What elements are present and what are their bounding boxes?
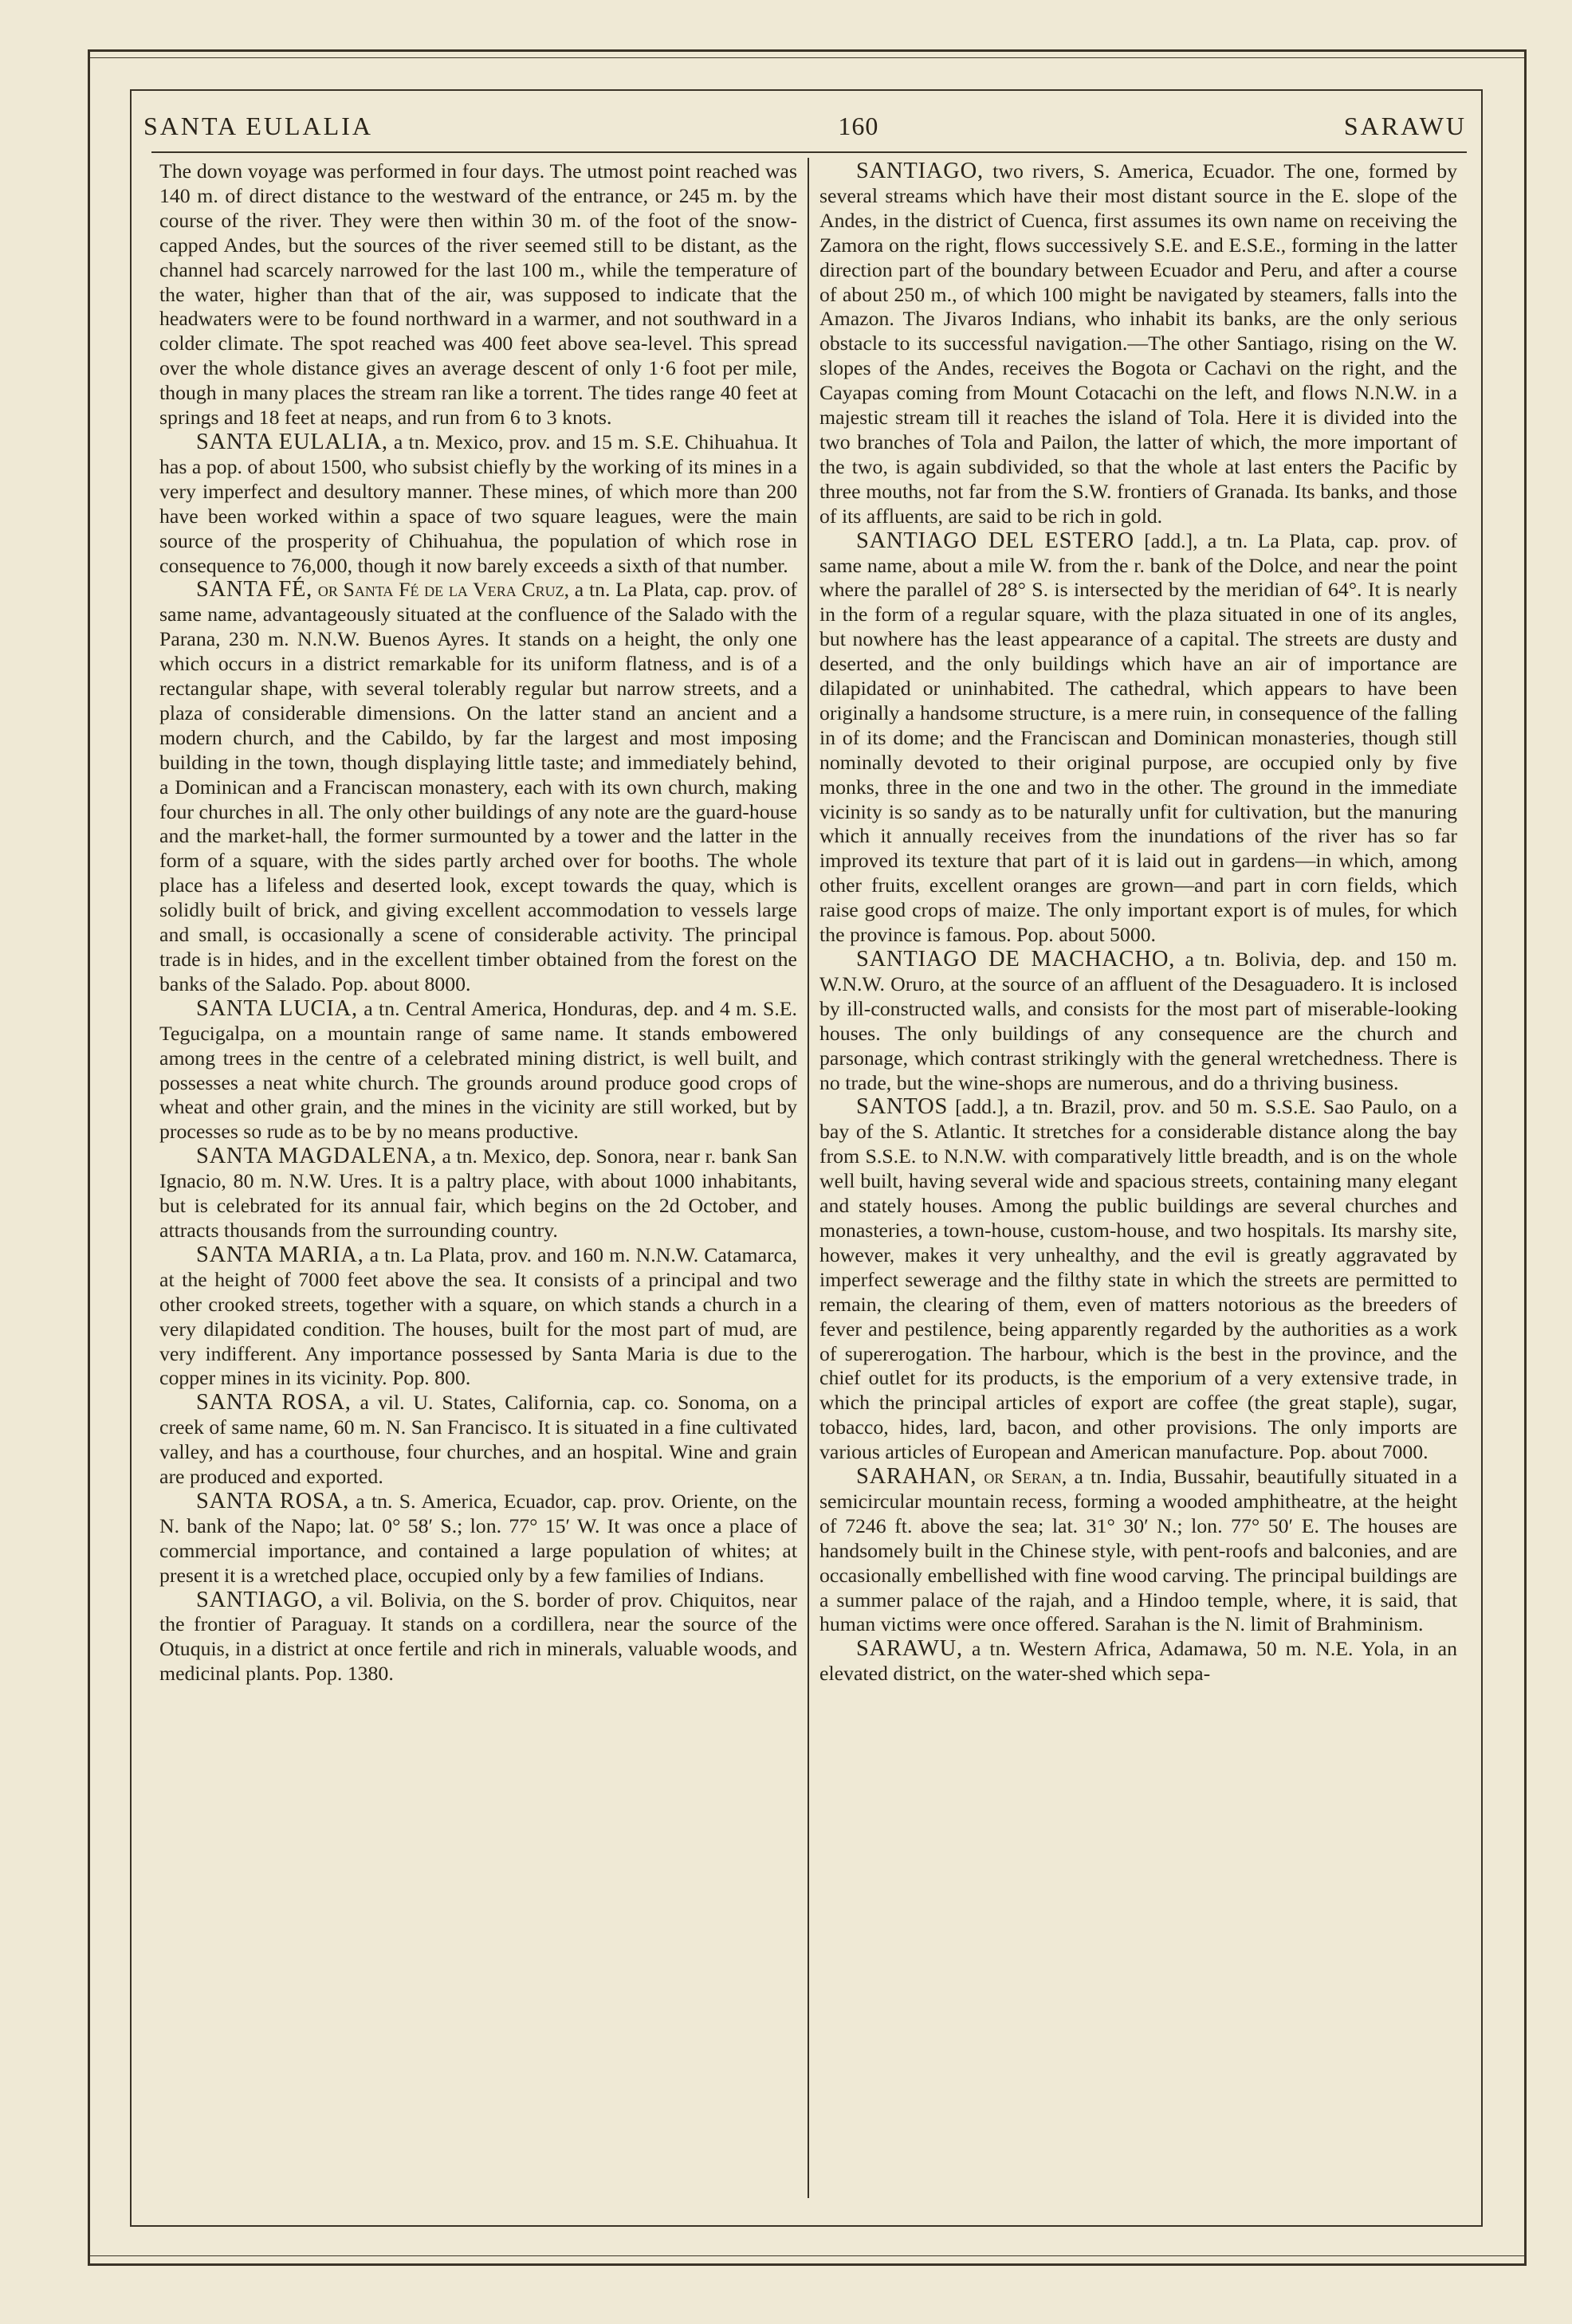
entry-text: a tn. La Plata, prov. and 160 m. N.N.W. Catamarca, at the height of 7000 feet above the sea. It consists of a principal and two other crooked streets, together with a square, on which stands a church in a very dilapidated condition. The houses, built for the most part of mud, are very indifferent. Any importance possessed by Santa Maria is due to the copper mines in its vicinity. Pop. 800. (159, 1242, 797, 1390)
gazetteer-entry (819, 159, 1457, 529)
running-header (143, 112, 1467, 147)
entry-headword: SANTIAGO DE MACHACHO, (856, 947, 1176, 972)
column-divider (808, 158, 809, 2198)
entry-text: a tn. Mexico, dep. Sonora, near r. bank San Ignacio, 80 m. N.W. Ures. It is a paltry place, with about 1000 inhabitants, but is celebrated for its annual fair, which begins on the 2d October, and attracts thousands from the surrounding country. (159, 1144, 797, 1242)
left-column (159, 159, 797, 1686)
header-right-title: SARAWU (1343, 112, 1467, 140)
inner-border-left (130, 89, 132, 2227)
entry-alt-name: or Santa Fé de la Vera Cruz, (312, 578, 570, 602)
entry-text: a tn. Central America, Honduras, dep. and 4 m. S.E. Tegucigalpa, on a mountain range of same name. It stands embowered among trees in the centre of a celebrated mining district, is well built, and possesses a neat white church. The grounds around produce good crops of wheat and other grain, and the mines in the vicinity are still worked, but by processes so rude as to be by no means productive. (159, 996, 798, 1144)
gazetteer-entry (159, 1391, 797, 1490)
entry-text: a tn. Mexico, prov. and 15 m. S.E. Chihuahua. It has a pop. of about 1500, who subsist chiefly by the working of its mines in a very imperfect and desultory manner. These mines, of which more than 200 have been worked within a space of two square leagues, were the main source of the prosperity of Chihuahua, the population of which rose in consequence to 76,000, though it now barely exceeds a sixth of that number. (159, 430, 797, 577)
entry-headword: SANTIAGO, (856, 159, 984, 183)
entry-headword: SANTA FÉ, (196, 577, 313, 603)
inner-border-bottom (130, 2225, 1483, 2227)
entry-text: a tn. India, Bussahir, beautifully situated in a semicircular mountain recess, forming a wooded amphitheatre, at the height of 7246 ft. above the sea; lat. 31° 30′ N.; lon. 77° 50′ E. The houses are handsomely built in the Chinese style, with pent-roofs and balconies, and are occasionally embellished with fine wood carving. The principal buildings are a summer palace of the rajah, and a Hindoo temple, where, it is said, that human victims were once offered. Sarahan is the N. limit of Brahminism. (819, 1465, 1457, 1636)
outer-border-bottom-inner (88, 2255, 1527, 2256)
gazetteer-entry (819, 948, 1457, 1095)
entry-text: [add.], a tn. La Plata, cap. prov. of same name, about a mile W. from the r. bank of the Dolce, and near the point where the parallel of 28° S. is intersected by the meridian of 64°. It is nearly in the form of a regular square, with the plaza situated in one of its angles, but nowhere has the least appearance of a capital. The streets are dusty and deserted, and the only buildings which have an air of importance are dilapidated or uninhabited. The cathedral, which appears to have been originally a handsome structure, is a mere ruin, in consequence of the falling in of its dome; and the Franciscan and Dominican monasteries, though still nominally devoted to their original purpose, are occupied only by five monks, three in the one and two in the other. The ground in the immediate vicinity is so sandy as to be naturally unfit for cultivation, but the manuring which it annually receives from the inundations of the river has so far improved its texture that part of it is laid out in gardens—in which, among other fruits, excellent oranges are grown—and part in corn fields, which raise good crops of maize. The only important export is of mules, for which the province is famous. Pop. about 5000. (819, 528, 1458, 947)
entry-text: a vil. Bolivia, on the S. border of prov. Chiquitos, near the frontier of Paraguay. It stands on a cordillera, near the source of the Otuquis, in a district at once fertile and rich in minerals, valuable woods, and medicinal plants. Pop. 1380. (159, 1588, 797, 1686)
outer-border-left (88, 49, 90, 2265)
gazetteer-entry (159, 1144, 797, 1243)
entry-alt-name: or Seran, (977, 1465, 1067, 1489)
outer-border-top-inner (88, 57, 1527, 58)
entry-text: two rivers, S. America, Ecuador. The one, formed by several streams which have their most distant source in the E. slope of the Andes, in the district of Cuenca, first assumes its own name on receiving the Zamora on the right, flows successively S.E. and E.S.E., forming in the latter direction part of the boundary between Ecuador and Peru, and after a course of about 250 m., of which 100 might be navigated by steamers, falls into the Amazon. The Jivaros Indians, who inhabit its banks, are the only serious obstacle to its successful navigation.—The other Santiago, rising on the W. slopes of the Andes, receives the Bogota or Cachavi on the right, and the Cayapas coming from Mount Cotacachi on the left, and flows N.N.W. in a majestic stream till it reaches the island of Tola. Here it is divided into the two branches of Tola and Pailon, the latter of which, the more important of the two, is again subdivided, so that the whole at last enters the Pacific by three mouths, not far from the S.W. frontiers of Granada. Its banks, and those of its affluents, are said to be rich in gold. (819, 159, 1457, 528)
entry-text: a tn. Bolivia, dep. and 150 m. W.N.W. Oruro, at the source of an affluent of the Desaguadero. It is inclosed by ill-constructed walls, and consists for the most part of miserable-looking houses. The only buildings of any consequence are the church and parsonage, which contrast strikingly with the general wretchedness. There is no trade, but the wine-shops are numerous, and do a thriving business. (819, 948, 1458, 1094)
entry-text: a tn. S. America, Ecuador, cap. prov. Oriente, on the N. bank of the Napo; lat. 0° 58′ S.; lon. 77° 15′ W. It was once a place of commercial importance, and contained a large population of whites; at present it is a wretched place, occupied only by a few families of Indians. (159, 1489, 797, 1587)
gazetteer-entry (159, 578, 797, 996)
header-rule (151, 151, 1467, 153)
gazetteer-entry (159, 1588, 797, 1687)
entry-headword: SANTA ROSA, (196, 1488, 350, 1513)
entry-headword: SANTA ROSA, (196, 1390, 352, 1415)
gazetteer-entry (159, 1243, 797, 1391)
page-number: 160 (838, 112, 879, 140)
gazetteer-entry (159, 1490, 797, 1588)
header-left-title: SANTA EULALIA (143, 112, 373, 140)
entry-headword: SANTIAGO, (196, 1587, 324, 1612)
entry-text: The down voyage was performed in four days. The utmost point reached was 140 m. of direct distance to the westward of the entrance, or 245 m. by the course of the river. They were then within 30 m. of the foot of the snow-capped Andes, but the sources of the river seemed still to be distant, as the channel had scarcely narrowed for the last 100 m., while the temperature of the water, higher than that of the air, was supposed to indicate that the headwaters were to be found northward in a warmer, and not southward in a colder climate. The spot reached was 400 feet above sea-level. This spread over the whole distance gives an average descent of only 1·6 foot per mile, though in many places the stream ran like a torrent. The tides range 40 feet at springs and 18 feet at neaps, and run from 6 to 3 knots. (159, 159, 797, 430)
entry-headword: SANTOS (856, 1094, 949, 1120)
gazetteer-entry (819, 1637, 1457, 1686)
entry-headword: SANTA MAGDALENA, (196, 1144, 437, 1169)
gazetteer-entry (819, 1465, 1457, 1637)
inner-border-top (130, 89, 1483, 91)
entry-headword: SANTIAGO DEL ESTERO (856, 528, 1134, 553)
entry-text: a vil. U. States, California, cap. co. Sonoma, on a creek of same name, 60 m. N. San Francisco. It is situated in a fine cultivated valley, and has a courthouse, four churches, and an hospital. Wine and grain are produced and exported. (159, 1391, 797, 1489)
gazetteer-entry (159, 430, 797, 578)
entry-text: a tn. La Plata, cap. prov. of same name, advantageously situated at the confluence of the Salado with the Parana, 230 m. N.N.W. Buenos Ayres. It stands on a height, the only one which occurs in a district remarkable for its uniform flatness, and is of a rectangular shape, with several tolerably regular but narrow streets, and a plaza of considerable dimensions. On the latter stand an ancient and a modern church, and the Cabildo, by far the largest and most imposing building in the town, though displaying little taste; and immediately behind, a Dominican and a Franciscan monastery, each with its own church, making four churches in all. The only other buildings of any note are the guard-house and the market-hall, the former surmounted by a tower and the latter in the form of a square, with the sides partly arched over for booths. The whole place has a lifeless and deserted look, except towards the quay, which is solidly built of brick, and giving excellent accommodation to vessels large and small, is occasionally a scene of considerable activity. The principal trade is in hides, and in the excellent timber obtained from the forest on the banks of the Salado. Pop. about 8000. (159, 578, 798, 995)
entry-text: a tn. Western Africa, Adamawa, 50 m. N.E. Yola, in an elevated district, on the water-shed which sepa- (819, 1637, 1457, 1686)
entry-headword: SANTA MARIA, (196, 1242, 364, 1267)
outer-border-top (88, 49, 1527, 52)
entry-headword: SARAWU, (856, 1636, 963, 1662)
entry-headword: SARAHAN, (856, 1464, 977, 1490)
entry-headword: SANTA EULALIA, (196, 429, 388, 454)
entry-headword: SANTA LUCIA, (196, 995, 358, 1021)
right-column (819, 159, 1457, 1686)
continued-paragraph (159, 159, 797, 430)
inner-border-right (1481, 89, 1483, 2227)
gazetteer-entry (159, 997, 797, 1144)
gazetteer-entry (819, 529, 1457, 948)
entry-text: [add.], a tn. Brazil, prov. and 50 m. S.S.E. Sao Paulo, on a bay of the S. Atlantic. It stretches for a considerable distance along the bay from S.S.E. to N.N.W. with comparatively little breadth, and is on the whole well built, having several wide and spacious streets, containing many elegant and stately houses. Among the public buildings are several churches and monasteries, a town-house, custom-house, and two hospitals. Its marshy site, however, makes it very unhealthy, and the evil is greatly aggravated by imperfect sewerage and the filthy state in which the streets are permitted to remain, the clearing of them, even of matters notorious as the breeders of fever and pestilence, being apparently regarded by the authorities as a work of supererogation. The harbour, which is the best in the province, and the chief outlet for its products, is the emporium of a very extensive trade, in which the principal articles of export are coffee (the great staple), sugar, tobacco, hides, lard, bacon, and other provisions. The only imports are various articles of European and American manufacture. Pop. about 7000. (819, 1095, 1457, 1464)
gazetteer-entry (819, 1095, 1457, 1465)
outer-border-bottom (88, 2263, 1527, 2266)
outer-border-right (1524, 49, 1527, 2265)
